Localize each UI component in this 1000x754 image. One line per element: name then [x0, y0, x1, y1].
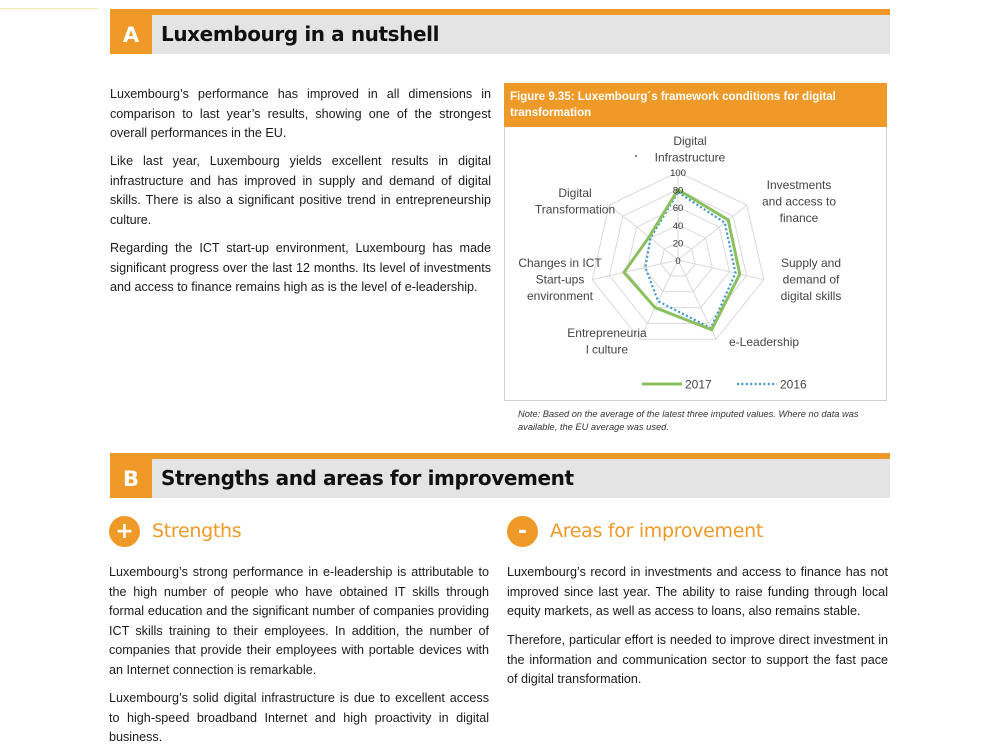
- radar-axis-label: Entrepreneuria l culture: [567, 326, 647, 357]
- section-a-title: Luxembourg in a nutshell: [161, 22, 440, 46]
- minus-icon: -: [507, 516, 538, 547]
- radar-tick-label: 20: [672, 238, 684, 250]
- improvement-heading: Areas for improvement: [550, 520, 764, 542]
- section-a-header: [110, 9, 890, 54]
- corner-divider: [0, 8, 98, 9]
- radar-axis-label: Digital Transformation: [534, 186, 616, 217]
- radar-tick-label: 100: [670, 168, 686, 179]
- radar-axis-label: Changes in ICT Start-ups environment: [518, 256, 602, 303]
- radar-tick-label: 40: [672, 220, 684, 232]
- section-b-header: [110, 453, 890, 498]
- section-b-letter: B: [110, 459, 152, 498]
- radar-axis-label: Supply and demand of digital skills: [780, 256, 842, 303]
- plus-icon: +: [109, 516, 140, 547]
- radar-chart: [504, 127, 887, 401]
- improvement-paragraph-1: Luxembourg’s record in investments and access to finance has not improved since last year. The ability to raise funding through local equity markets, as well as access to loans, also remains stable.: [507, 565, 888, 619]
- radar-axis-label: e-Leadership: [729, 335, 800, 349]
- section-a-letter: A: [110, 15, 152, 54]
- figure-title: Figure 9.35: Luxembourg´s framework conditions for digital transformation: [504, 83, 887, 127]
- radar-axis-label: Digital Infrastructure: [654, 134, 726, 165]
- legend-label-2016: 2016: [780, 377, 807, 392]
- legend-label-2017: 2017: [685, 377, 712, 392]
- nutshell-paragraph-2: Like last year, Luxembourg yields excellent results in digital infrastructure and has improved in supply and demand of digital skills. There is also a significant positive trend in entrepreneurship culture.: [110, 154, 491, 227]
- radar-tick-label: 60: [672, 203, 684, 215]
- radar-tick-label: 80: [672, 185, 684, 197]
- improvement-paragraph-2: Therefore, particular effort is needed to improve direct investment in the information and communication sector to support the fast pace of digital transformation.: [507, 633, 888, 687]
- figure-note: Note: Based on the average of the latest three imputed values. Where no data was available, the EU average was used.: [518, 409, 859, 432]
- radar-axis-label: Investments and access to finance: [761, 178, 837, 225]
- nutshell-paragraph-1: Luxembourg’s performance has improved in all dimensions in comparison to last year’s results, showing one of the strongest overall performances in the EU.: [110, 87, 491, 141]
- stray-dot: [635, 155, 637, 157]
- nutshell-paragraph-3: Regarding the ICT start-up environment, Luxembourg has made significant progress over the last 12 months. Its level of investments and access to finance remains high as is the level of e-leadership.: [110, 241, 491, 295]
- radar-tick-label: 0: [675, 256, 681, 267]
- section-b-title: Strengths and areas for improvement: [161, 466, 574, 490]
- strengths-heading: Strengths: [152, 520, 242, 542]
- strengths-paragraph-2: Luxembourg’s solid digital infrastructure is due to excellent access to high-speed broadband Internet and high proactivity in digital business.: [109, 691, 489, 745]
- strengths-paragraph-1: Luxembourg’s strong performance in e-leadership is attributable to the high number of people who have obtained IT skills through formal education and the significant number of companies providing ICT skills training to their employees. In addition, the number of companies that provide their employees with portable devices with an Internet connection is remarkable.: [109, 565, 489, 677]
